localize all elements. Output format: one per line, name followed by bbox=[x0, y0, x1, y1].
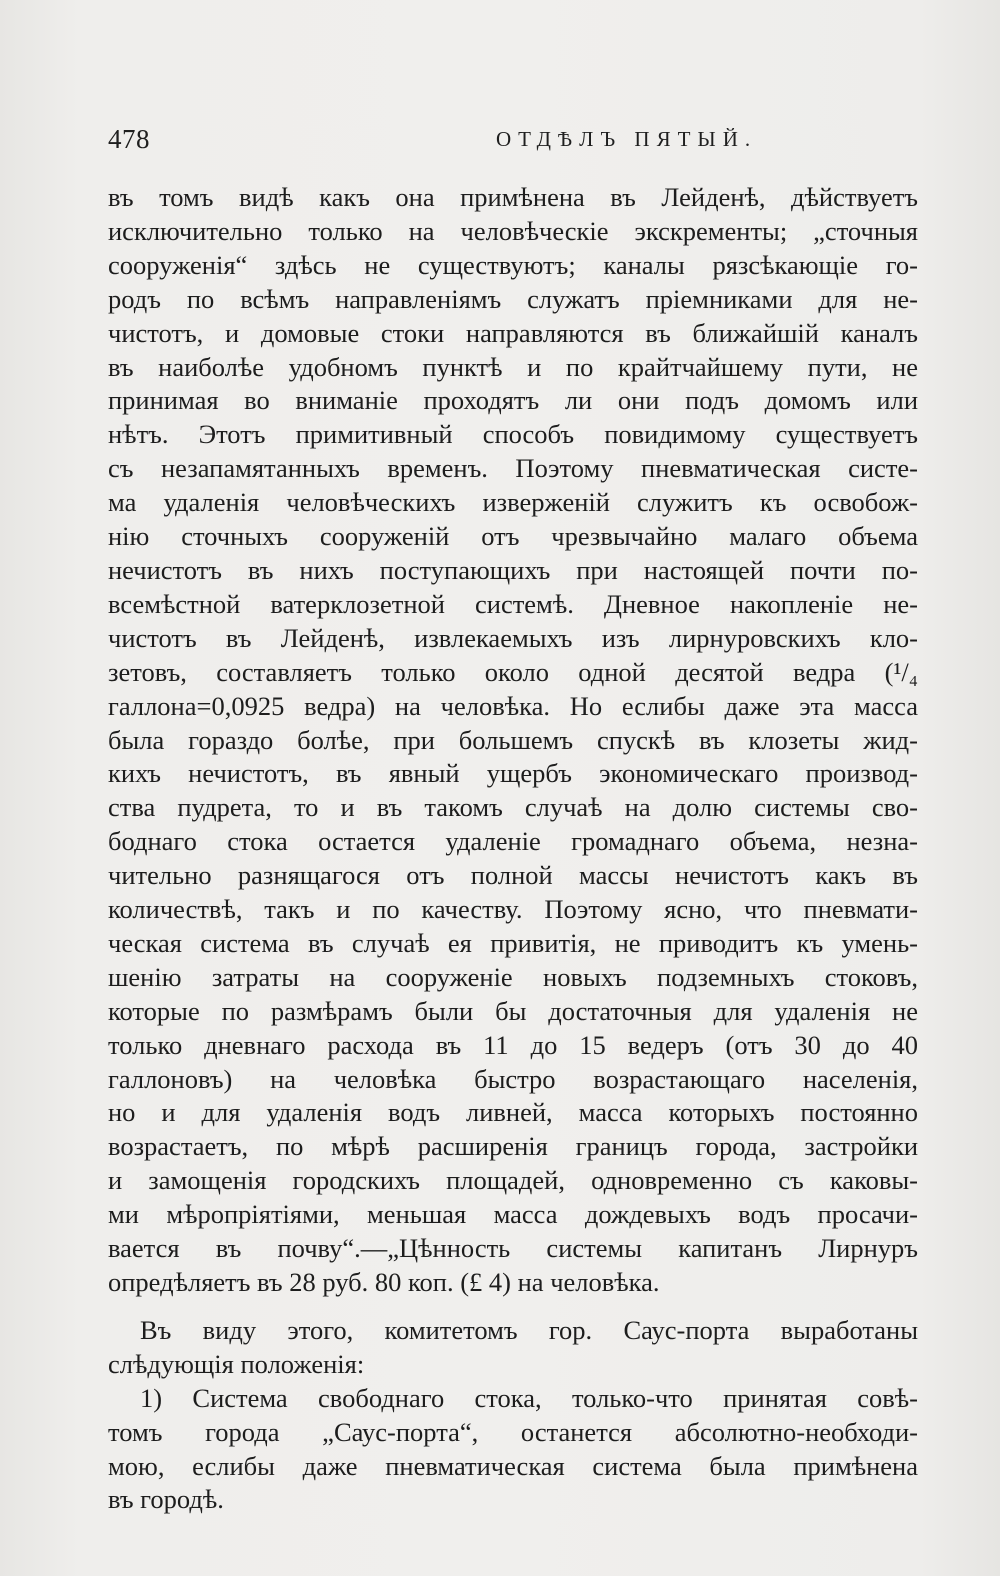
text-line: принимая во вниманіе проходятъ ли они подъ домомъ или bbox=[108, 385, 918, 416]
text-line: ма удаленія человѣческихъ изверженій служитъ къ освобож- bbox=[108, 487, 918, 518]
text-line: Въ виду этого, комитетомъ гор. Саус-порта выработаны bbox=[140, 1314, 918, 1345]
text-line: нѣтъ. Этотъ примитивный способъ повидимому существуетъ bbox=[108, 419, 918, 450]
text-line: родъ по всѣмъ направленіямъ служатъ пріемниками для не- bbox=[108, 283, 918, 314]
text-line: всемѣстной ватерклозетной системѣ. Дневное накопленіе не- bbox=[108, 588, 918, 619]
paragraph bbox=[108, 1314, 918, 1382]
text-line: боднаго стока остается удаленіе громаднаго объема, незна- bbox=[108, 826, 918, 857]
text-line: ческая система въ случаѣ ея привитія, не приводитъ къ умень- bbox=[108, 927, 918, 958]
text-line: ства пудрета, то и въ такомъ случаѣ на долю системы сво- bbox=[108, 792, 918, 823]
text-line: зетовъ, составляетъ только около одной десятой ведра (¹/₄ bbox=[108, 656, 918, 687]
running-head: ОТДѢЛЪ ПЯТЫЙ. bbox=[496, 127, 758, 151]
text-line: нію сточныхъ сооруженій отъ чрезвычайно малаго объема bbox=[108, 521, 918, 552]
text-line: чистотъ, и домовые стоки направляются въ ближайшій каналъ bbox=[108, 317, 918, 348]
text-line: опредѣляетъ въ 28 руб. 80 коп. (£ 4) на человѣка. bbox=[108, 1267, 660, 1297]
text-line: исключительно только на человѣческіе экскременты; „сточныя bbox=[108, 215, 918, 246]
body-text bbox=[108, 181, 918, 1517]
text-line: въ городѣ. bbox=[108, 1484, 224, 1515]
text-line: 1) Система свободнаго стока, только-что принятая совѣ- bbox=[140, 1382, 918, 1413]
text-line: количествѣ, такъ и по качеству. Поэтому ясно, что пневмати- bbox=[108, 894, 918, 925]
text-line: галлона=0,0925 ведра) на человѣка. Но еслибы даже эта масса bbox=[108, 690, 918, 721]
text-line: но и для удаленія водъ ливней, масса которыхъ постоянно bbox=[108, 1097, 918, 1128]
text-line: вается въ почву“.—„Цѣнность системы капитанъ Лирнуръ bbox=[108, 1233, 918, 1264]
paragraph-gap bbox=[108, 1300, 918, 1314]
text-line: была гораздо болѣе, при большемъ спускѣ въ клозеты жид- bbox=[108, 724, 918, 755]
text-line: и замощенія городскихъ площадей, одновременно съ каковы- bbox=[108, 1165, 918, 1196]
text-line: ми мѣропріятіями, меньшая масса дождевыхъ водъ просачи- bbox=[108, 1199, 918, 1230]
text-line: чительно разнящагося отъ полной массы нечистотъ какъ въ bbox=[108, 860, 918, 891]
text-line: съ незапамятанныхъ временъ. Поэтому пневматическая систе- bbox=[108, 453, 918, 484]
text-line: мою, еслибы даже пневматическая система была примѣнена bbox=[108, 1450, 918, 1481]
text-line: которые по размѣрамъ были бы достаточныя для удаленія не bbox=[108, 995, 918, 1026]
page-header bbox=[108, 124, 918, 164]
text-line: чистотъ въ Лейденѣ, извлекаемыхъ изъ лирнуровскихъ кло- bbox=[108, 622, 918, 653]
text-line: нечистотъ въ нихъ поступающихъ при настоящей почти по- bbox=[108, 554, 918, 585]
text-line: въ томъ видѣ какъ она примѣнена въ Лейденѣ, дѣйствуетъ bbox=[108, 182, 918, 212]
page-number: 478 bbox=[108, 124, 150, 154]
text-line: только дневнаго расхода въ 11 до 15 ведеръ (отъ 30 до 40 bbox=[108, 1029, 918, 1060]
paragraph bbox=[108, 181, 918, 1300]
text-line: въ наиболѣе удобномъ пунктѣ и по крайтчайшему пути, не bbox=[108, 351, 918, 382]
text-line: возрастаетъ, по мѣрѣ расширенія границъ города, застройки bbox=[108, 1131, 918, 1162]
text-line: сооруженія“ здѣсь не существуютъ; каналы рязсѣкающіе го- bbox=[108, 249, 918, 280]
paragraph bbox=[108, 1382, 918, 1518]
text-line: слѣдующія положенія: bbox=[108, 1348, 365, 1379]
text-line: кихъ нечистотъ, въ явный ущербъ экономическаго производ- bbox=[108, 758, 918, 789]
text-line: галлоновъ) на человѣка быстро возрастающаго населенія, bbox=[108, 1063, 918, 1094]
text-line: шенію затраты на сооруженіе новыхъ подземныхъ стоковъ, bbox=[108, 961, 918, 992]
text-line: томъ города „Саус-порта“, останется абсолютно-необходи- bbox=[108, 1416, 918, 1447]
